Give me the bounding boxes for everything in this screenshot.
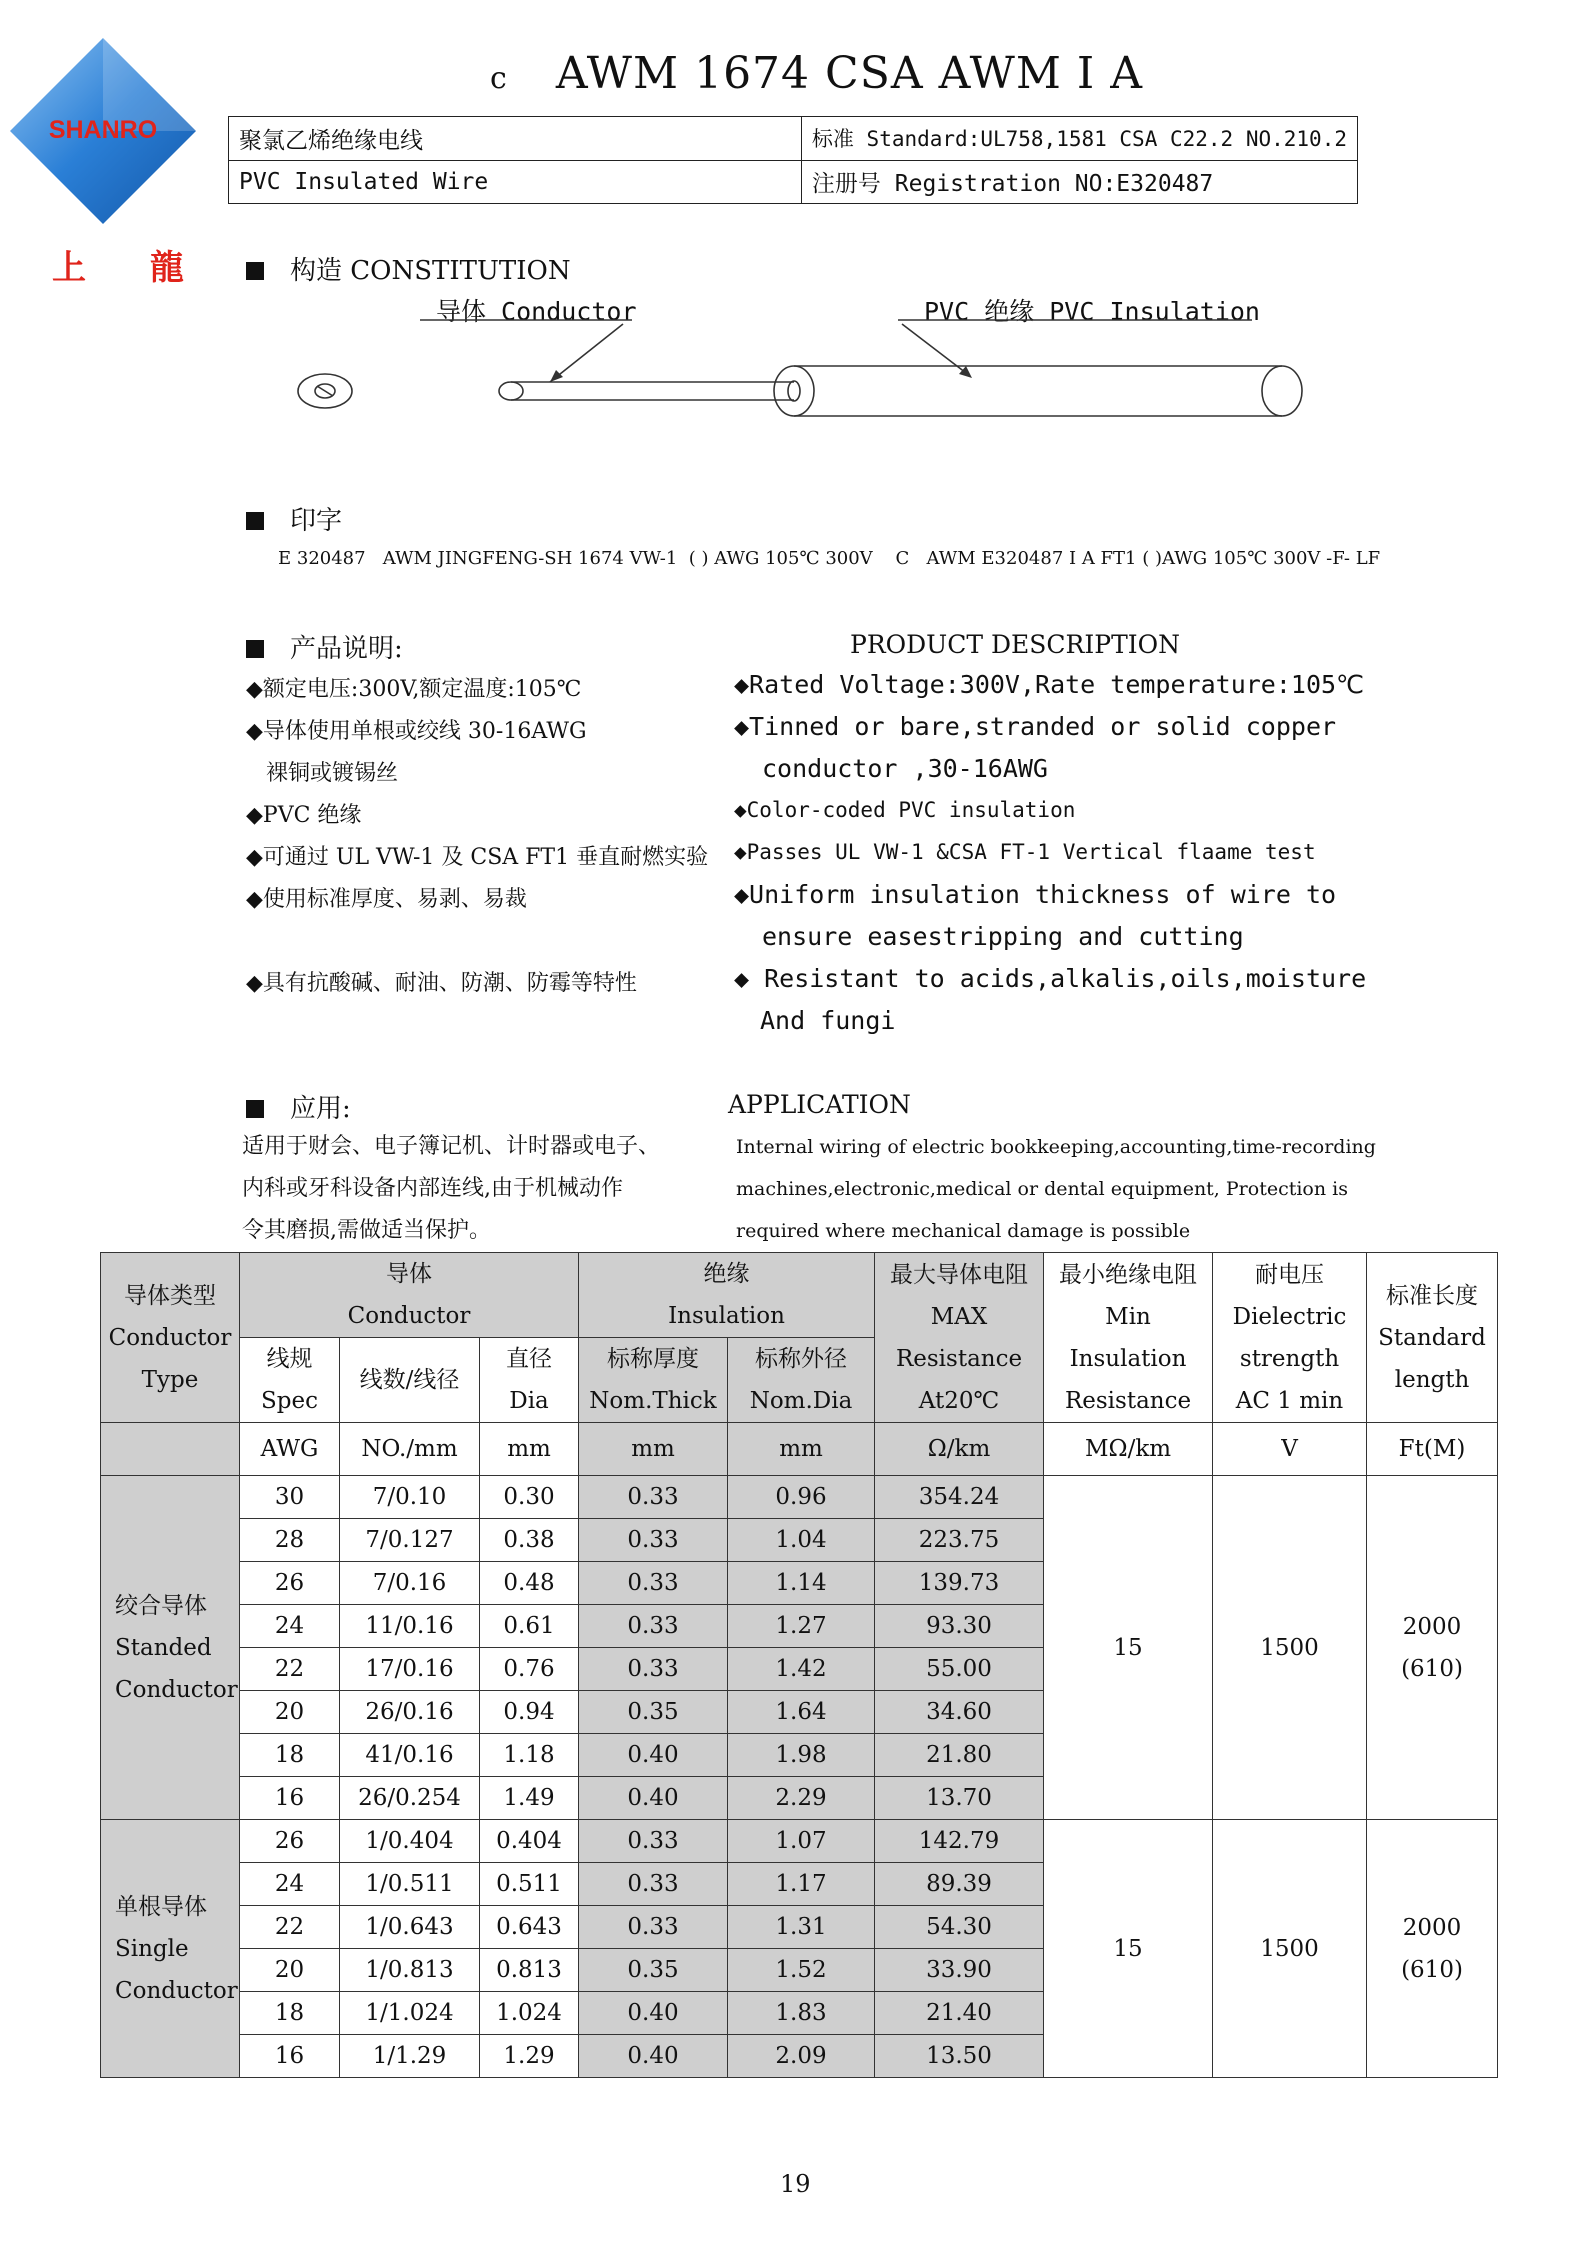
header-standard-length: 标准长度 Standard length <box>1367 1253 1498 1423</box>
header-dielectric-strength: 耐电压 Dielectric strength AC 1 min <box>1213 1253 1367 1423</box>
table-cell: 24 <box>240 1863 340 1906</box>
table-cell: 0.40 <box>579 1734 728 1777</box>
table-cell: 24 <box>240 1605 340 1648</box>
table-cell: 20 <box>240 1691 340 1734</box>
table-cell: 22 <box>240 1906 340 1949</box>
header-min-insulation-resistance: 最小绝缘电阻 Min Insulation Resistance <box>1044 1253 1213 1423</box>
table-cell: 1/1.29 <box>340 2035 480 2078</box>
standard-length-value: 2000 (610) <box>1367 1820 1498 2078</box>
marking-heading: 印字 <box>246 500 342 537</box>
unit-cell: mm <box>728 1423 875 1476</box>
unit-cell: NO./mm <box>340 1423 480 1476</box>
wire-diagram <box>280 316 1340 426</box>
table-cell: 223.75 <box>875 1519 1044 1562</box>
desc-en-item: conductor ,30-16AWG <box>762 754 1048 783</box>
desc-cn-item: ◆PVC 绝缘 <box>246 803 362 828</box>
desc-cn-item: ◆可通过 UL VW-1 及 CSA FT1 垂直耐燃实验 <box>246 845 709 870</box>
table-cell: 0.33 <box>579 1476 728 1519</box>
desc-cn-item: ◆导体使用单根或绞线 30-16AWG <box>246 719 587 744</box>
page-title <box>490 48 1143 99</box>
table-cell: 2.09 <box>728 2035 875 2078</box>
header-registration: 注册号 Registration NO:E320487 <box>801 160 1357 204</box>
min-insulation-value: 15 <box>1044 1476 1213 1820</box>
table-cell: 1.17 <box>728 1863 875 1906</box>
dielectric-value: 1500 <box>1213 1476 1367 1820</box>
table-cell: 7/0.10 <box>340 1476 480 1519</box>
table-cell: 0.48 <box>480 1562 579 1605</box>
table-cell: 89.39 <box>875 1863 1044 1906</box>
unit-cell: mm <box>579 1423 728 1476</box>
header-table <box>228 116 1358 204</box>
table-cell: 0.94 <box>480 1691 579 1734</box>
table-cell: 16 <box>240 1777 340 1820</box>
table-cell: 13.70 <box>875 1777 1044 1820</box>
application-en-text: Internal wiring of electric bookkeeping,accounting,time-recording machines,electronic,medical or dental equipment, Protection is required where mechanical damage is possible <box>736 1136 1376 1242</box>
unit-cell: V <box>1213 1423 1367 1476</box>
header-conductor: 导体 Conductor <box>240 1253 579 1338</box>
table-cell: 2.29 <box>728 1777 875 1820</box>
table-cell: 7/0.127 <box>340 1519 480 1562</box>
shanro-logo <box>8 36 198 226</box>
table-cell: 0.33 <box>579 1820 728 1863</box>
table-cell: 0.33 <box>579 1648 728 1691</box>
table-cell: 26 <box>240 1820 340 1863</box>
standard-length-value: 2000 (610) <box>1367 1476 1498 1820</box>
table-cell: 41/0.16 <box>340 1734 480 1777</box>
table-cell: 0.96 <box>728 1476 875 1519</box>
table-cell: 0.511 <box>480 1863 579 1906</box>
table-cell: 33.90 <box>875 1949 1044 1992</box>
table-cell: 1/0.511 <box>340 1863 480 1906</box>
table-cell: 30 <box>240 1476 340 1519</box>
conductor-type-label: 绞合导体 Standed Conductor <box>101 1476 240 1820</box>
table-cell: 20 <box>240 1949 340 1992</box>
table-cell: 1.29 <box>480 2035 579 2078</box>
table-cell: 11/0.16 <box>340 1605 480 1648</box>
bullet-square-icon <box>246 1100 264 1118</box>
unit-cell: AWG <box>240 1423 340 1476</box>
table-row <box>101 1476 1498 1519</box>
table-cell: 22 <box>240 1648 340 1691</box>
table-cell: 0.33 <box>579 1562 728 1605</box>
table-cell: 0.76 <box>480 1648 579 1691</box>
table-cell: 142.79 <box>875 1820 1044 1863</box>
header-standard: 标准 Standard:UL758,1581 CSA C22.2 NO.210.2 <box>801 117 1357 161</box>
table-cell: 1.024 <box>480 1992 579 2035</box>
unit-cell: Ω/km <box>875 1423 1044 1476</box>
logo-cn-name: 上 龍 <box>52 248 210 288</box>
desc-en-item: ◆ Resistant to acids,alkalis,oils,moisture <box>734 964 1367 993</box>
bullet-square-icon <box>246 640 264 658</box>
table-cell: 0.33 <box>579 1519 728 1562</box>
table-cell: 0.813 <box>480 1949 579 1992</box>
header-max-resistance: 最大导体电阻 MAX Resistance At20℃ <box>875 1253 1044 1423</box>
table-cell: 1.18 <box>480 1734 579 1777</box>
table-cell: 0.38 <box>480 1519 579 1562</box>
header-en-name: PVC Insulated Wire <box>229 160 802 204</box>
table-cell: 18 <box>240 1992 340 2035</box>
desc-cn-item: ◆具有抗酸碱、耐油、防潮、防霉等特性 <box>246 971 637 996</box>
desc-en-item: And fungi <box>760 1006 896 1035</box>
table-cell: 1.98 <box>728 1734 875 1777</box>
table-cell: 1.31 <box>728 1906 875 1949</box>
table-cell: 1.27 <box>728 1605 875 1648</box>
table-cell: 1/0.643 <box>340 1906 480 1949</box>
desc-en-item: ◆Color-coded PVC insulation <box>734 798 1076 822</box>
table-cell: 1.64 <box>728 1691 875 1734</box>
table-cell: 13.50 <box>875 2035 1044 2078</box>
table-cell: 1.07 <box>728 1820 875 1863</box>
description-heading-en: PRODUCT DESCRIPTION <box>850 630 1180 659</box>
page-number: 19 <box>780 2170 811 2198</box>
table-cell: 0.40 <box>579 2035 728 2078</box>
table-cell: 0.35 <box>579 1949 728 1992</box>
header-spec: 线规 Spec <box>240 1338 340 1423</box>
table-cell: 0.643 <box>480 1906 579 1949</box>
header-cn-name: 聚氯乙烯绝缘电线 <box>229 117 802 161</box>
table-cell: 55.00 <box>875 1648 1044 1691</box>
header-nom-dia: 标称外径 Nom.Dia <box>728 1338 875 1423</box>
table-cell: 21.40 <box>875 1992 1044 2035</box>
desc-cn-item: ◆额定电压:300V,额定温度:105℃ <box>246 677 582 702</box>
table-cell: 26/0.16 <box>340 1691 480 1734</box>
desc-cn-item: 裸铜或镀锡丝 <box>266 761 399 786</box>
desc-en-item: ◆Rated Voltage:300V,Rate temperature:105℃ <box>734 670 1365 699</box>
table-cell: 26 <box>240 1562 340 1605</box>
table-cell: 354.24 <box>875 1476 1044 1519</box>
table-cell: 18 <box>240 1734 340 1777</box>
header-strands: 线数/线径 <box>340 1338 480 1423</box>
table-cell: 0.61 <box>480 1605 579 1648</box>
unit-cell: mm <box>480 1423 579 1476</box>
header-nom-thick: 标称厚度 Nom.Thick <box>579 1338 728 1423</box>
table-cell: 16 <box>240 2035 340 2078</box>
application-heading-cn: 应用: <box>246 1088 351 1125</box>
table-cell: 7/0.16 <box>340 1562 480 1605</box>
table-cell: 28 <box>240 1519 340 1562</box>
table-cell: 1.83 <box>728 1992 875 2035</box>
desc-cn-item: ◆使用标准厚度、易剥、易裁 <box>246 887 527 912</box>
table-cell: 26/0.254 <box>340 1777 480 1820</box>
header-conductor-type: 导体类型 Conductor Type <box>101 1253 240 1423</box>
table-cell: 0.33 <box>579 1906 728 1949</box>
units-row-blank <box>101 1423 240 1476</box>
bullet-square-icon <box>246 262 264 280</box>
table-row <box>101 1820 1498 1863</box>
application-cn-text: 适用于财会、电子簿记机、计时器或电子、 内科或牙科设备内部连线,由于机械动作 令其磨损,需做适当保护。 <box>242 1134 661 1243</box>
logo-brand-text: SHANRO <box>48 116 158 144</box>
table-cell: 0.35 <box>579 1691 728 1734</box>
table-cell: 1/0.813 <box>340 1949 480 1992</box>
table-cell: 34.60 <box>875 1691 1044 1734</box>
bullet-square-icon <box>246 512 264 530</box>
table-cell: 1.04 <box>728 1519 875 1562</box>
table-cell: 0.33 <box>579 1605 728 1648</box>
table-cell: 0.33 <box>579 1863 728 1906</box>
unit-cell: Ft(M) <box>1367 1423 1498 1476</box>
desc-en-item: ◆Passes UL VW-1 &CSA FT-1 Vertical flaame test <box>734 840 1316 864</box>
table-cell: 139.73 <box>875 1562 1044 1605</box>
conductor-label: 导体 Conductor <box>436 297 637 326</box>
table-cell: 0.404 <box>480 1820 579 1863</box>
table-cell: 0.40 <box>579 1777 728 1820</box>
table-cell: 0.40 <box>579 1992 728 2035</box>
header-dia: 直径 Dia <box>480 1338 579 1423</box>
table-cell: 1.14 <box>728 1562 875 1605</box>
desc-en-item: ensure easestripping and cutting <box>762 922 1244 951</box>
table-cell: 1/0.404 <box>340 1820 480 1863</box>
table-cell: 17/0.16 <box>340 1648 480 1691</box>
spec-table <box>100 1252 1498 2078</box>
table-cell: 1/1.024 <box>340 1992 480 2035</box>
insulation-label: PVC 绝缘 PVC Insulation <box>924 297 1260 326</box>
table-cell: 93.30 <box>875 1605 1044 1648</box>
header-insulation: 绝缘 Insulation <box>579 1253 875 1338</box>
description-heading-cn: 产品说明: <box>246 628 403 665</box>
min-insulation-value: 15 <box>1044 1820 1213 2078</box>
table-cell: 0.30 <box>480 1476 579 1519</box>
desc-en-item: ◆Tinned or bare,stranded or solid copper <box>734 712 1337 741</box>
table-cell: 1.49 <box>480 1777 579 1820</box>
table-cell: 54.30 <box>875 1906 1044 1949</box>
constitution-heading: 构造 CONSTITUTION <box>246 250 571 287</box>
conductor-type-label: 单根导体 Single Conductor <box>101 1820 240 2078</box>
marking-text: E 320487 AWM JINGFENG-SH 1674 VW-1 ( ) AWG 105℃ 300V C AWM E320487 I A FT1 ( )AWG 105℃ 300V -F- LF <box>278 548 1381 569</box>
unit-cell: MΩ/km <box>1044 1423 1213 1476</box>
title-main: AWM 1674 CSA AWM Ⅰ A <box>555 48 1143 99</box>
dielectric-value: 1500 <box>1213 1820 1367 2078</box>
title-prefix: c <box>490 61 508 96</box>
application-heading-en: APPLICATION <box>728 1090 911 1119</box>
desc-en-item: ◆Uniform insulation thickness of wire to <box>734 880 1337 909</box>
table-cell: 1.52 <box>728 1949 875 1992</box>
table-cell: 21.80 <box>875 1734 1044 1777</box>
table-cell: 1.42 <box>728 1648 875 1691</box>
